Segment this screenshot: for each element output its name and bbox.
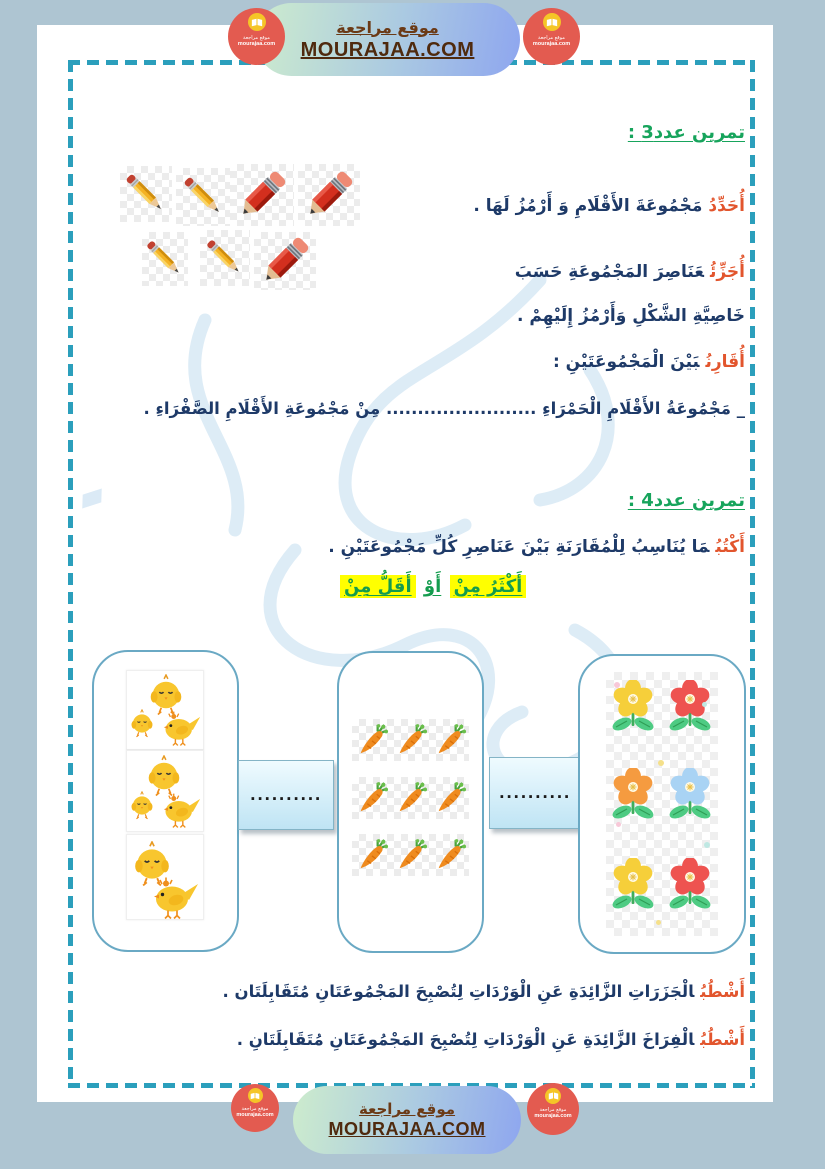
yellow-pencil-icon	[120, 166, 172, 222]
footer-logo-right	[527, 1083, 579, 1135]
logo-domain-label: mourajaa.com	[236, 1112, 274, 1118]
lead-word: أُجَزِّئُ	[709, 262, 745, 282]
chick-card	[126, 834, 204, 920]
carrot-row	[352, 834, 469, 876]
confetti-dot	[658, 760, 664, 766]
ex4-choice-phrases	[340, 576, 526, 597]
book-icon	[545, 1088, 561, 1104]
flower-panel	[606, 672, 718, 936]
logo-domain-label: mourajaa.com	[532, 41, 571, 47]
header-site-name: موقع مراجعة	[336, 17, 439, 37]
carrot-icon	[433, 723, 467, 757]
fill-blank-text: _ مَجْمُوعَةُ الأَقْلَامِ الْحَمْرَاءِ ........................ مِنْ مَجْمُوعَةِ الأَقْلَامِ الصَّفْرَاءِ .	[143, 399, 745, 418]
ex3-line-split-cont	[517, 306, 745, 326]
chick-icon	[163, 711, 201, 746]
chick-icon	[163, 793, 201, 828]
confetti-dot	[614, 682, 620, 688]
flower-icon-yellow	[609, 858, 657, 916]
book-icon	[543, 13, 561, 31]
lead-word: أَكْتُبُ	[715, 537, 745, 557]
logo-name-label: موقع مراجعة	[539, 1107, 567, 1113]
confetti-dot	[616, 822, 621, 827]
confetti-dot	[702, 702, 707, 707]
line-text: عَنَاصِرَ المَجْمُوعَةِ حَسَبَ	[514, 262, 704, 282]
footer-site-domain[interactable]: MOURAJAA.COM	[328, 1118, 486, 1139]
chick-card	[126, 670, 204, 750]
ex3-line-identify	[473, 196, 745, 216]
confetti-dot	[704, 842, 710, 848]
carrot-icon	[355, 723, 389, 757]
answer-box-right[interactable]	[489, 757, 581, 829]
carrots-group-box	[337, 651, 484, 953]
ex4-instruction-line	[328, 537, 745, 557]
logo-domain-label: mourajaa.com	[237, 41, 276, 47]
ex3-fill-blank-line[interactable]	[143, 399, 745, 418]
carrot-icon	[433, 781, 467, 815]
header-logo-left	[228, 8, 285, 65]
choice-more-than: أَكْثَرُ مِنْ	[450, 575, 527, 598]
line-text: الْفِرَاخَ الزَّائِدَةِ عَنِ الْوَرْدَاتِ لِتُصْبِحَ المَجْمُوعَتَانِ مُتَقَابِلَتَانِ .	[236, 1030, 695, 1049]
flower-icon-blue	[666, 768, 714, 826]
lead-word: أَشْطُبُ	[700, 1030, 745, 1049]
carrot-icon	[433, 838, 467, 872]
book-icon	[248, 1088, 263, 1103]
chicks-group-box	[92, 650, 239, 952]
flower-icon-yellow	[609, 680, 657, 738]
ex3-line-split	[515, 262, 745, 282]
header-logo-right	[523, 8, 580, 65]
frame-right	[750, 60, 755, 1088]
answer-dots: ..........	[499, 784, 571, 802]
yellow-pencil-icon	[142, 232, 188, 286]
carrot-row	[352, 777, 469, 819]
line-text: الْجَزَرَاتِ الزَّائِدَةِ عَنِ الْوَرْدَاتِ لِتُصْبِحَ المَجْمُوعَتَانِ مُتَقَابِلَتَان .	[222, 982, 695, 1001]
flower-icon-red	[666, 858, 714, 916]
confetti-dot	[656, 920, 661, 925]
carrot-icon	[355, 781, 389, 815]
red-pencil-icon	[254, 232, 316, 290]
chick-card	[126, 750, 204, 832]
chick-icon	[153, 877, 199, 919]
carrot-icon	[394, 838, 428, 872]
answer-box-left[interactable]	[238, 760, 334, 830]
line-text: مَا يُنَاسِبُ لِلْمُقَارَنَةِ بَيْنَ عَنَاصِرِ كُلِّ مَجْمُوعَتَيْنِ .	[328, 537, 710, 557]
flower-icon-red	[666, 680, 714, 738]
red-pencil-icon	[230, 164, 294, 226]
line-text: خَاصِيَّةِ الشَّكْلِ وَأَرْمُزُ إِلَيْهِمْ .	[517, 306, 745, 326]
pencil-group	[118, 162, 378, 298]
chick-icon	[129, 791, 155, 820]
logo-name-label: موقع مراجعة	[243, 35, 270, 41]
header-site-domain[interactable]: MOURAJAA.COM	[300, 38, 475, 61]
lead-word: أَشْطُبُ	[700, 982, 745, 1001]
line-text: مَجْمُوعَةَ الأَقْلَامِ وَ أَرْمُزُ لَهَا .	[473, 196, 703, 216]
header-brand-pill	[255, 3, 520, 76]
logo-name-label: موقع مراجعة	[241, 1106, 269, 1112]
lead-word: أُقَارِنُ	[705, 352, 745, 372]
choice-or: أَوْ	[423, 576, 442, 597]
lead-word: أُحَدِّدُ	[708, 196, 745, 216]
ex3-line-compare	[553, 352, 745, 372]
chick-icon	[129, 709, 155, 738]
frame-left	[68, 60, 73, 1088]
line-text: بَيْنَ الْمَجْمُوعَتَيْنِ :	[552, 352, 700, 372]
footer-logo-left	[231, 1084, 279, 1132]
logo-name-label: موقع مراجعة	[538, 35, 565, 41]
carrot-icon	[394, 723, 428, 757]
flower-icon-orange	[609, 768, 657, 826]
yellow-pencil-icon	[200, 230, 250, 286]
red-pencil-icon	[298, 164, 360, 226]
exercise3-title: تمرين عدد3 :	[627, 122, 745, 143]
book-icon	[248, 13, 266, 31]
strike-carrots-line	[223, 982, 746, 1001]
footer-brand-pill	[293, 1086, 521, 1154]
carrot-icon	[394, 781, 428, 815]
footer-site-name: موقع مراجعة	[358, 1099, 456, 1118]
answer-dots: ..........	[250, 786, 322, 804]
carrot-row	[352, 719, 469, 761]
logo-domain-label: mourajaa.com	[534, 1113, 572, 1119]
yellow-pencil-icon	[176, 168, 232, 226]
flowers-group-box	[578, 654, 746, 954]
exercise4-title: تمرين عدد4 :	[627, 490, 745, 511]
carrot-icon	[355, 838, 389, 872]
strike-chicks-line	[237, 1030, 745, 1049]
choice-less-than: أَقَلُّ مِنْ	[340, 575, 416, 598]
